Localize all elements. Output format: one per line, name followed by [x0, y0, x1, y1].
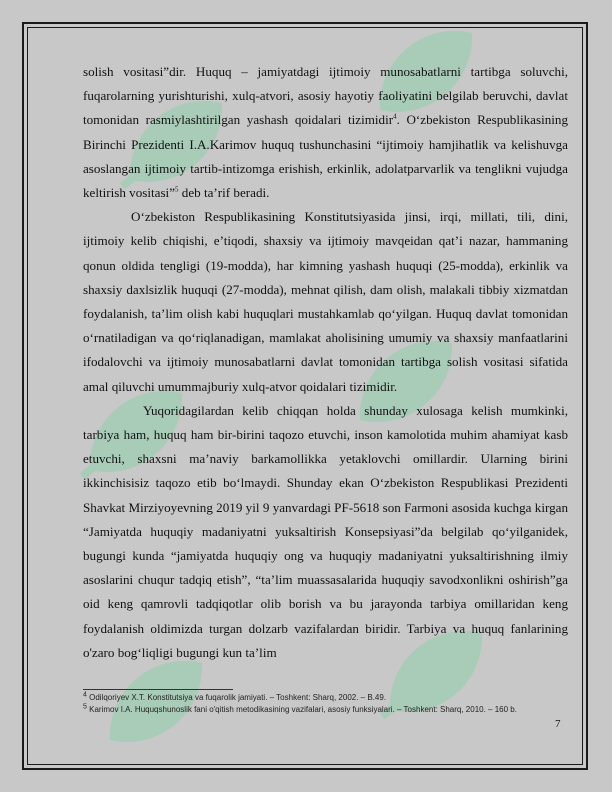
footnote-ref-5[interactable]: 5	[175, 185, 179, 194]
footnote-ref-4[interactable]: 4	[393, 113, 397, 122]
footnote-text: Odilqoriyev X.T. Konstitutsiya va fuqarolik jamiyati. – Toshkent: Sharq, 2002. – B.49.	[86, 693, 387, 702]
body-text	[83, 60, 568, 665]
footnote-divider	[83, 689, 233, 690]
paragraph-1-part-c: deb ta’rif beradi.	[178, 185, 270, 201]
footnote-4	[83, 692, 568, 704]
footnote-mark: 5	[83, 703, 87, 711]
paragraph-3: Yuqoridagilardan kelib chiqqan holda shunday xulosaga kelish mumkinki, tarbiya ham, huquq ham bir-birini taqozo etuvchi, inson kamolotida muhim ahamiyat kasb etuvchi, shaxsni ma’naviy barkamollikka yetaklovchi omillardir. Ularning birini ikkinchisisiz taqozo etib bo‘lmaydi. Shunday ekan O‘zbekiston Respublikasi Prezidenti Shavkat Mirziyoyevning 2019 yil 9 yanvardagi PF-5618 son Farmoni asosida kuchga kirgan “Jamiyatda huquqiy madaniyatni yuksaltirish Konsepsiyasi”da belgilab qo‘yilganidek, bugungi kunda “jamiyatda huquqiy ong va huquqiy madaniyatni yuksaltirishning ilmiy asoslarini chuqur tadqiq etish”, “ta’lim muassasalarida huquqiy savodxonlikni oshirish”ga oid keng qamrovli tadqiqotlar olib borish va bu jarayonda tarbiya omillaridan keng foydalanish oldimizda turgan dolzarb vazifalardan biridir. Tarbiya va huquq fanlarining o'zaro bog‘liqligi bugungi kun ta’lim	[83, 402, 568, 660]
footnotes	[83, 692, 568, 716]
page-number: 7	[555, 718, 561, 730]
footnote-mark: 4	[83, 691, 87, 699]
paragraph-1	[83, 60, 568, 205]
footnote-5	[83, 704, 568, 716]
paragraph-2: O‘zbekiston Respublikasining Konstitutsiyasida jinsi, irqi, millati, tili, dini, ijtimoiy kelib chiqishi, e’tiqodi, shaxsiy va ijtimoiy mavqeidan qat’i nazar, hammaning qonun oldida tengligi (19-modda), har kimning yashash huquqi (25-modda), erkinlik va shaxsiy daxlsizlik huquqi (27-modda), mehnat qilish, dam olish, malakali tibbiy xizmatdan foydalanish, ta’lim olish kabi huquqlari mustahkamlab qo‘yilgan. Huquq davlat tomonidan o‘rnatiladigan va qo‘riqlanadigan, mamlakat aholisining umumiy va shaxsiy manfaatlarini ifodalovchi va ijtimoiy munosabatlarni davlat tomonidan tartibga solish vositasi sifatida amal qiluvchi umummajburiy xulq-atvor qoidalari tizimidir.	[83, 209, 568, 394]
footnote-text: Karimov I.A. Huquqshunoslik fani o'qitish metodikasining vazifalari, asosiy funksiyalari. – Toshkent: Sharq, 2010. – 160 b.	[86, 705, 517, 714]
paragraph-1-part-b: . O‘zbekiston Respublikasining Birinchi Prezidenti I.A.Karimov huquq tushunchasini “ijtimoiy hamjihatlik va kelishuvga asoslangan ijtimoiy tartib-intizomga erishish, erkinlik, adolatparvarlik va tenglikni vujudga keltirish vositasi”	[83, 112, 568, 201]
paragraph-1-part-a: solish vositasi”dir. Huquq – jamiyatdagi ijtimoiy munosabatlarni tartibga soluvchi, fuqarolarning yurishturishi, xulq-atvori, asosiy hayotiy faoliyatini belgilab beruvchi, davlat tomonidan rasmiylashtirilgan yashash qoidalari tizimidir	[83, 64, 568, 128]
